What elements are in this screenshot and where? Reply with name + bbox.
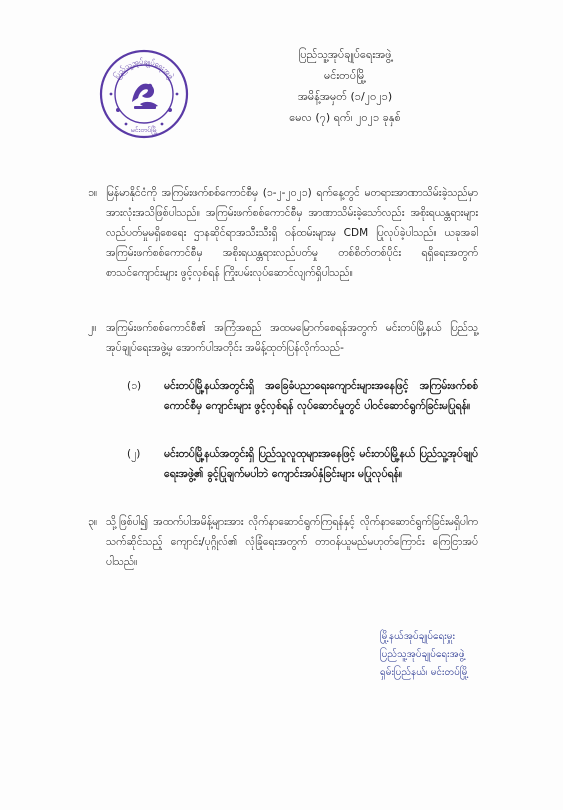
signature-block bbox=[380, 628, 530, 682]
document-header bbox=[260, 44, 430, 128]
seal-bottom-text: မင်းတပ်မြို့ bbox=[130, 126, 158, 134]
paragraph-1-number: ၁။ bbox=[88, 187, 98, 199]
location: မင်းတပ်မြို့ bbox=[324, 69, 366, 82]
signatory-organization: ပြည်သူ့အုပ်ချုပ်ရေးအဖွဲ့ bbox=[380, 649, 465, 660]
paragraph-3-number: ၃။ bbox=[88, 516, 98, 528]
issuing-authority: ပြည်သူ့အုပ်ချုပ်ရေးအဖွဲ့ bbox=[298, 48, 392, 61]
svg-text:ပြည်သူ့အုပ်ချုပ်ရေးအဖွဲ့ bbox=[112, 57, 177, 83]
signatory-title: မြို့နယ်အုပ်ချုပ်ရေးမှူး bbox=[380, 631, 456, 642]
order-date: မေလ (၇) ရက်၊ ၂၀၂၁ ခုနှစ် bbox=[289, 111, 401, 124]
seal-emblem-icon bbox=[98, 48, 190, 140]
paragraph-1-text: မြန်မာနိုင်ငံကို အကြမ်းဖက်စစ်ကောင်စီမှ (၁-၂-၂၀၂၁) ရက်နေ့တွင် မတရားအာဏာသိမ်းခဲ့သည်မှာ အားလုံးအသိဖြစ်ပါသည်။ အကြမ်းဖက်စစ်ကောင်စီမှ အာဏာသိမ်းခဲ့သော်လည်း အစိုးရယန္တရားများ လည်ပတ်မှုမရှိစေရေး ဌာနဆိုင်ရာအသီးသီးရှိ ဝန်ထမ်းများမှ CDM ပြုလုပ်ခဲ့ပါသည်။ ယခုအခါ အကြမ်းဖက်စစ်ကောင်စီမှ အစိုးရယန္တရားလည်ပတ်မှု တစ်စိတ်တစ်ပိုင်း ရရှိရေးအတွက် စာသင်ကျောင်းများ ဖွင့်လှစ်ရန် ကြိုးပမ်းလုပ်ဆောင်လျက်ရှိပါသည်။ bbox=[106, 187, 478, 279]
signatory-location: ရှမ်းပြည်နယ်၊ မင်းတပ်မြို့ bbox=[380, 667, 469, 678]
paragraph-2-text: အကြမ်းဖက်စစ်ကောင်စီ၏ အကြံအစည် အထမမြောက်စေရန်အတွက် မင်းတပ်မြို့နယ် ပြည်သူ့အုပ်ချုပ်ရေးအဖွဲ့မှ အောက်ပါအတိုင်း အမိန့်ထုတ်ပြန်လိုက်သည်- bbox=[106, 322, 478, 354]
seal-top-text: ပြည်သူ့အုပ်ချုပ်ရေးအဖွဲ့ bbox=[111, 56, 177, 81]
order-number: အမိန့်အမှတ် (၁/၂၀၂၁) bbox=[297, 90, 393, 103]
order-item-1-text: မင်းတပ်မြို့နယ်အတွင်းရှိ အခြေခံပညာရေးကျောင်းများအနေဖြင့် အကြမ်းဖက်စစ်ကောင်စီမှ ကျောင်းများ ဖွင့်လှစ်ရန် လုပ်ဆောင်မှုတွင် ပါဝင်ဆောင်ရွက်ခြင်းမပြုရန်။ bbox=[164, 380, 478, 412]
paragraph-2-number: ၂။ bbox=[88, 322, 97, 334]
official-seal bbox=[98, 48, 190, 140]
order-item-2-number: (၂) bbox=[127, 448, 141, 460]
order-item-1-number: (၁) bbox=[127, 380, 142, 392]
paragraph-3-text: သို့ဖြစ်ပါ၍ အထက်ပါအမိန့်များအား လိုက်နာဆောင်ရွက်ကြရန်နှင့် လိုက်နာဆောင်ရွက်ခြင်းမရှိပါက သက်ဆိုင်သည့် ကျောင်း/ပုဂ္ဂိုလ်၏ လုံခြုံရေးအတွက် တာဝန်ယူမည်မဟုတ်ကြောင်း ကြေငြာအပ်ပါသည်။ bbox=[106, 516, 478, 568]
order-item-2-text: မင်းတပ်မြို့နယ်အတွင်းရှိ ပြည်သူလူထုများအနေဖြင့် မင်းတပ်မြို့နယ် ပြည်သူ့အုပ်ချုပ်ရေးအဖွဲ့၏ ခွင့်ပြုချက်မပါဘဲ ကျောင်းအပ်နှံခြင်းများ မပြုလုပ်ရန်။ bbox=[164, 448, 478, 480]
